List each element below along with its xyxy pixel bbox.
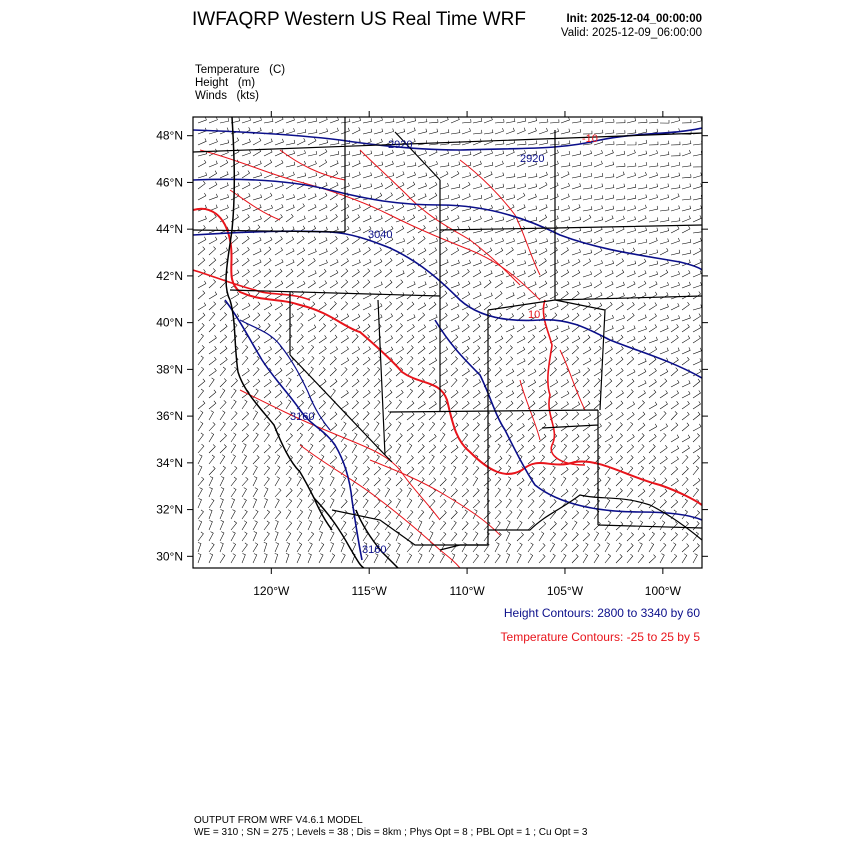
height-contour-label: 3040 [368, 229, 393, 241]
plot-background [193, 117, 702, 568]
height-contour-legend: Height Contours: 2800 to 3340 by 60 [503, 606, 700, 620]
init-time: Init: 2025-12-04_00:00:00 [566, 13, 702, 25]
lon-tick-label: 105°W [546, 584, 584, 598]
height-contour-label: 2920 [388, 139, 413, 151]
lat-tick-label: 42°N [156, 268, 183, 283]
model-settings: WE = 310 ; SN = 275 ; Levels = 38 ; Dis = 8km ; Phys Opt = 8 ; PBL Opt = 1 ; Cu Opt = 3 [194, 827, 588, 838]
lat-tick-label: 44°N [156, 222, 183, 237]
model-info: OUTPUT FROM WRF V4.6.1 MODEL [194, 815, 363, 826]
lon-tick-label: 100°W [644, 584, 681, 598]
variable-unit: (m) [237, 77, 256, 89]
valid-time: Valid: 2025-12-09_06:00:00 [560, 27, 702, 39]
variable-unit: (C) [269, 64, 286, 76]
height-contour-label: 3160 [290, 411, 315, 423]
lon-tick-label: 120°W [253, 584, 290, 598]
temperature-contour-label: 10 [528, 309, 541, 321]
lat-tick-label: 40°N [156, 315, 183, 330]
map-title: IWFAQRP Western US Real Time WRF [192, 9, 526, 30]
variable-name: Height [195, 77, 229, 89]
lat-tick-label: 48°N [156, 128, 183, 143]
height-contour-label: 2920 [520, 153, 545, 165]
lat-tick-label: 34°N [156, 455, 183, 470]
lon-tick-label: 115°W [351, 584, 387, 598]
lat-tick-label: 46°N [156, 175, 183, 190]
temperature-contour-legend: Temperature Contours: -25 to 25 by 5 [500, 630, 700, 644]
temperature-contour-label: -10 [582, 133, 598, 145]
lat-tick-label: 32°N [156, 502, 183, 517]
variable-name: Winds [195, 90, 227, 102]
height-contour-label: 3160 [362, 544, 387, 556]
lon-tick-label: 110°W [449, 584, 485, 598]
lat-tick-label: 38°N [156, 362, 183, 377]
lat-tick-label: 30°N [156, 549, 183, 564]
variable-unit: (kts) [236, 90, 259, 102]
lat-tick-label: 36°N [156, 409, 183, 424]
variable-name: Temperature [195, 64, 260, 76]
